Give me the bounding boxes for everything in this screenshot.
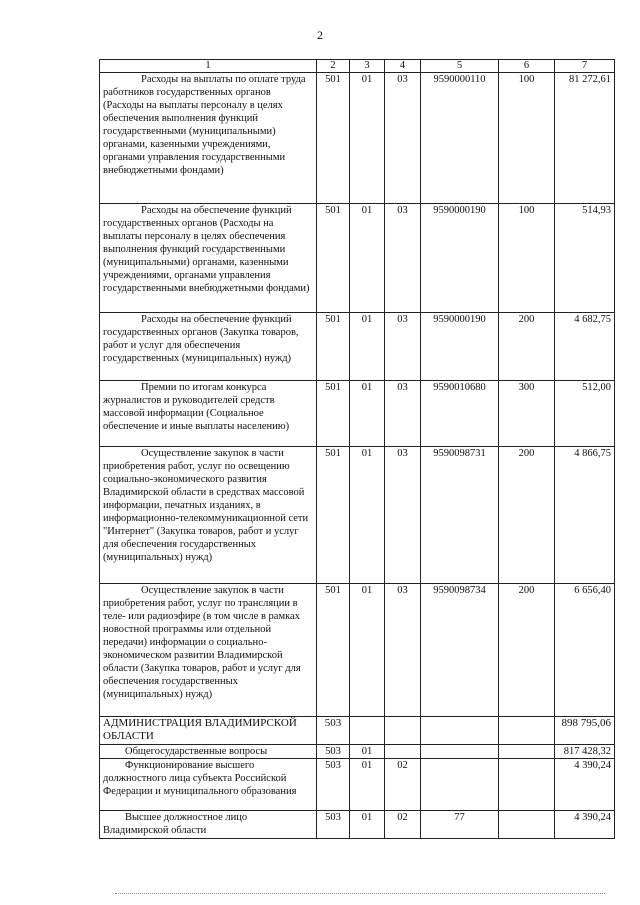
col-5-cell: 9590098734: [421, 584, 499, 717]
col-2-cell: 501: [317, 204, 350, 313]
col-5-cell: [421, 759, 499, 811]
col-6-cell: [499, 811, 555, 839]
table-row: [100, 313, 615, 381]
col-4-cell: 03: [385, 584, 421, 717]
column-header-7: 7: [555, 60, 615, 73]
column-header-4: 4: [385, 60, 421, 73]
col-2-cell: 501: [317, 381, 350, 447]
col-6-cell: 200: [499, 313, 555, 381]
amount-cell: 4 390,24: [555, 759, 615, 811]
col-5-cell: [421, 717, 499, 745]
amount-cell: 898 795,06: [555, 717, 615, 745]
amount-cell: 512,00: [555, 381, 615, 447]
table-row: [100, 759, 615, 811]
col-2-cell: 503: [317, 759, 350, 811]
col-6-cell: 200: [499, 447, 555, 584]
column-header-5: 5: [421, 60, 499, 73]
col-4-cell: 03: [385, 204, 421, 313]
col-4-cell: [385, 745, 421, 759]
col-3-cell: [350, 717, 385, 745]
col-4-cell: [385, 717, 421, 745]
col-6-cell: 100: [499, 204, 555, 313]
table-row: [100, 204, 615, 313]
col-5-cell: 77: [421, 811, 499, 839]
col-2-cell: 501: [317, 584, 350, 717]
table-row: [100, 73, 615, 204]
col-2-cell: 503: [317, 745, 350, 759]
col-4-cell: 02: [385, 759, 421, 811]
row-description: Премии по итогам конкурса журналистов и руководителей средств массовой информации (Социальное обеспечение и иные выплаты населению): [100, 381, 317, 447]
amount-cell: 817 428,32: [555, 745, 615, 759]
col-6-cell: 100: [499, 73, 555, 204]
col-5-cell: 9590000190: [421, 204, 499, 313]
row-description: Осуществление закупок в части приобретения работ, услуг по освещению социально-экономического развития Владимирской области в средствах массовой информации, печатных изданиях, в информационно-телекоммуникационной сети "Интернет" (Закупка товаров, работ и услуг для обеспечения государственных (муниципальных) нужд): [100, 447, 317, 584]
amount-cell: 4 682,75: [555, 313, 615, 381]
col-6-cell: [499, 759, 555, 811]
page-number: 2: [317, 28, 323, 42]
row-description: АДМИНИСТРАЦИЯ ВЛАДИМИРСКОЙ ОБЛАСТИ: [100, 717, 317, 745]
col-5-cell: [421, 745, 499, 759]
column-header-1: 1: [100, 60, 317, 73]
column-header-6: 6: [499, 60, 555, 73]
table-header-row: [100, 60, 615, 73]
table-row: [100, 584, 615, 717]
col-5-cell: 9590098731: [421, 447, 499, 584]
col-3-cell: 01: [350, 204, 385, 313]
row-description: Функционирование высшего должностного лица субъекта Российской Федерации и муниципального образования: [100, 759, 317, 811]
table-row: [100, 447, 615, 584]
budget-table: [99, 59, 615, 839]
col-2-cell: 501: [317, 313, 350, 381]
col-4-cell: 03: [385, 73, 421, 204]
col-6-cell: [499, 717, 555, 745]
col-2-cell: 503: [317, 717, 350, 745]
col-5-cell: 9590000190: [421, 313, 499, 381]
col-3-cell: 01: [350, 811, 385, 839]
col-4-cell: 03: [385, 381, 421, 447]
amount-cell: 514,93: [555, 204, 615, 313]
col-3-cell: 01: [350, 584, 385, 717]
footer-divider: [115, 893, 605, 894]
column-header-3: 3: [350, 60, 385, 73]
row-description: Расходы на выплаты по оплате труда работников государственных органов (Расходы на выплаты персоналу в целях обеспечения выполнения функций государственными (муниципальными) органами, казенными учреждениями, органами управления государственными внебюджетными фондами): [100, 73, 317, 204]
col-3-cell: 01: [350, 73, 385, 204]
col-3-cell: 01: [350, 759, 385, 811]
table-row: [100, 381, 615, 447]
col-3-cell: 01: [350, 745, 385, 759]
col-2-cell: 501: [317, 73, 350, 204]
col-5-cell: 9590010680: [421, 381, 499, 447]
col-4-cell: 03: [385, 447, 421, 584]
column-header-2: 2: [317, 60, 350, 73]
row-description: Осуществление закупок в части приобретения работ, услуг по трансляции в теле- или радиоэфире (в том числе в рамках новостной программы или отдельной передачи) информации о социально-экономическом развитии Владимирской области (Закупка товаров, работ и услуг для обеспечения государственных (муниципальных) нужд): [100, 584, 317, 717]
amount-cell: 6 656,40: [555, 584, 615, 717]
table-row: [100, 717, 615, 745]
amount-cell: 81 272,61: [555, 73, 615, 204]
amount-cell: 4 866,75: [555, 447, 615, 584]
col-4-cell: 03: [385, 313, 421, 381]
col-3-cell: 01: [350, 447, 385, 584]
col-6-cell: [499, 745, 555, 759]
col-6-cell: 200: [499, 584, 555, 717]
col-3-cell: 01: [350, 313, 385, 381]
row-description: Высшее должностное лицо Владимирской области: [100, 811, 317, 839]
col-3-cell: 01: [350, 381, 385, 447]
col-2-cell: 503: [317, 811, 350, 839]
row-description: Общегосударственные вопросы: [100, 745, 317, 759]
amount-cell: 4 390,24: [555, 811, 615, 839]
col-6-cell: 300: [499, 381, 555, 447]
col-2-cell: 501: [317, 447, 350, 584]
table-row: [100, 811, 615, 839]
row-description: Расходы на обеспечение функций государственных органов (Закупка товаров, работ и услуг для обеспечения государственных (муниципальных) нужд): [100, 313, 317, 381]
col-5-cell: 9590000110: [421, 73, 499, 204]
row-description: Расходы на обеспечение функций государственных органов (Расходы на выплаты персоналу в целях обеспечения выполнения функций государственными (муниципальными) органами, казенными учреждениями, органами управления государственными внебюджетными фондами): [100, 204, 317, 313]
col-4-cell: 02: [385, 811, 421, 839]
table-row: [100, 745, 615, 759]
